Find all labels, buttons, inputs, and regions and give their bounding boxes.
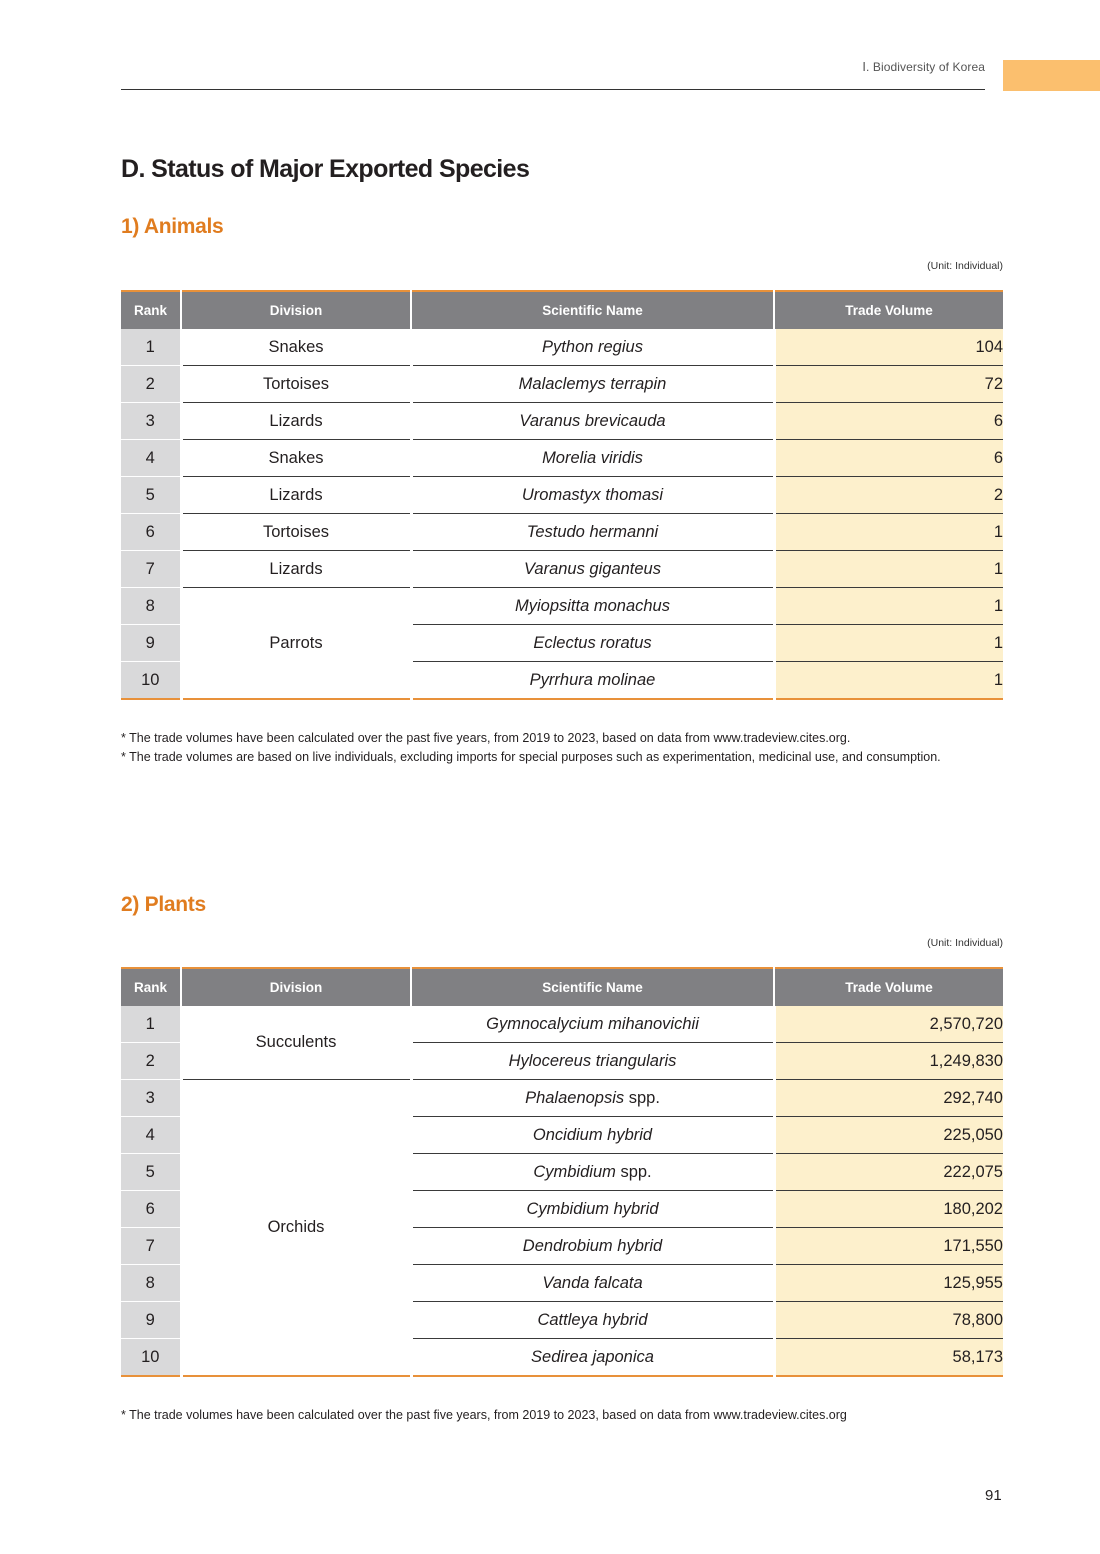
trade-volume-cell: 78,800 [774, 1302, 1003, 1339]
table-row [121, 403, 1003, 440]
footnote: * The trade volumes have been calculated over the past five years, from 2019 to 2023, based on data from www.tradeview.cites.org [121, 1408, 847, 1422]
trade-volume-cell: 222,075 [774, 1154, 1003, 1191]
trade-volume-cell: 180,202 [774, 1191, 1003, 1228]
trade-volume-cell: 225,050 [774, 1117, 1003, 1154]
rank-cell: 8 [121, 588, 181, 625]
rank-cell: 6 [121, 1191, 181, 1228]
scientific-name-cell [411, 1228, 774, 1265]
scientific-name-cell [411, 1117, 774, 1154]
table-row [121, 514, 1003, 551]
rank-cell: 10 [121, 662, 181, 700]
trade-volume-cell: 292,740 [774, 1080, 1003, 1117]
division-cell: Snakes [181, 329, 411, 366]
scientific-name-cell: Pyrrhura molinae [411, 662, 774, 700]
trade-volume-cell: 1,249,830 [774, 1043, 1003, 1080]
col-header-rank: Rank [121, 968, 181, 1006]
scientific-name: Cymbidium [533, 1162, 616, 1181]
species-suffix: spp. [615, 1162, 652, 1181]
rank-cell: 1 [121, 1006, 181, 1043]
scientific-name: Hylocereus triangularis [508, 1051, 677, 1070]
rank-cell: 8 [121, 1265, 181, 1302]
rank-cell: 1 [121, 329, 181, 366]
table-header-row [121, 291, 1003, 329]
scientific-name-cell [411, 1080, 774, 1117]
trade-volume-cell: 1 [774, 514, 1003, 551]
table-row [121, 329, 1003, 366]
scientific-name-cell: Varanus giganteus [411, 551, 774, 588]
division-cell: Lizards [181, 551, 411, 588]
table-row [121, 440, 1003, 477]
col-header-rank: Rank [121, 291, 181, 329]
trade-volume-cell: 1 [774, 588, 1003, 625]
rank-cell: 9 [121, 625, 181, 662]
species-suffix: spp. [624, 1088, 660, 1107]
rank-cell: 3 [121, 403, 181, 440]
scientific-name: Phalaenopsis [525, 1088, 625, 1107]
division-cell: Lizards [181, 403, 411, 440]
trade-volume-cell: 171,550 [774, 1228, 1003, 1265]
scientific-name-cell: Morelia viridis [411, 440, 774, 477]
col-header-trade-volume: Trade Volume [774, 291, 1003, 329]
trade-volume-cell: 6 [774, 403, 1003, 440]
rank-cell: 10 [121, 1339, 181, 1377]
scientific-name: Vanda falcata [542, 1273, 643, 1292]
table-row [121, 588, 1003, 625]
trade-volume-cell: 58,173 [774, 1339, 1003, 1377]
trade-volume-cell: 1 [774, 662, 1003, 700]
division-cell: Tortoises [181, 514, 411, 551]
col-header-scientific-name: Scientific Name [411, 968, 774, 1006]
scientific-name: Oncidium hybrid [532, 1125, 653, 1144]
trade-volume-cell: 72 [774, 366, 1003, 403]
plants-title: 2) Plants [121, 893, 206, 916]
rank-cell: 4 [121, 440, 181, 477]
division-cell: Parrots [181, 588, 411, 700]
division-cell: Snakes [181, 440, 411, 477]
scientific-name-cell [411, 1339, 774, 1377]
animals-footnotes [121, 729, 941, 767]
scientific-name-cell: Eclectus roratus [411, 625, 774, 662]
trade-volume-cell: 1 [774, 625, 1003, 662]
scientific-name-cell [411, 1006, 774, 1043]
rank-cell: 2 [121, 366, 181, 403]
scientific-name-cell [411, 1265, 774, 1302]
trade-volume-cell: 104 [774, 329, 1003, 366]
animals-title: 1) Animals [121, 215, 224, 238]
rank-cell: 3 [121, 1080, 181, 1117]
scientific-name-cell: Myiopsitta monachus [411, 588, 774, 625]
rank-cell: 5 [121, 477, 181, 514]
division-cell: Tortoises [181, 366, 411, 403]
rank-cell: 5 [121, 1154, 181, 1191]
scientific-name: Cymbidium hybrid [526, 1199, 659, 1218]
rank-cell: 9 [121, 1302, 181, 1339]
table-row [121, 551, 1003, 588]
rank-cell: 6 [121, 514, 181, 551]
table-row [121, 1080, 1003, 1117]
scientific-name: Dendrobium hybrid [522, 1236, 663, 1255]
animals-table [121, 290, 1003, 700]
rank-cell: 7 [121, 551, 181, 588]
scientific-name: Cattleya hybrid [537, 1310, 648, 1329]
scientific-name: Sedirea japonica [531, 1347, 654, 1366]
scientific-name-cell [411, 1191, 774, 1228]
rank-cell: 7 [121, 1228, 181, 1265]
header-rule [121, 89, 985, 90]
table-row [121, 477, 1003, 514]
plants-unit: (Unit: Individual) [927, 937, 1003, 949]
division-cell: Lizards [181, 477, 411, 514]
trade-volume-cell: 2,570,720 [774, 1006, 1003, 1043]
col-header-division: Division [181, 968, 411, 1006]
scientific-name-cell [411, 1043, 774, 1080]
trade-volume-cell: 125,955 [774, 1265, 1003, 1302]
plants-table [121, 967, 1003, 1377]
running-head: Ⅰ. Biodiversity of Korea [862, 60, 985, 74]
scientific-name-cell: Uromastyx thomasi [411, 477, 774, 514]
scientific-name-cell: Testudo hermanni [411, 514, 774, 551]
rank-cell: 2 [121, 1043, 181, 1080]
col-header-division: Division [181, 291, 411, 329]
table-row [121, 1006, 1003, 1043]
division-cell: Orchids [181, 1080, 411, 1377]
scientific-name-cell [411, 1302, 774, 1339]
page-number: 91 [985, 1487, 1002, 1504]
footnote: * The trade volumes have been calculated over the past five years, from 2019 to 2023, based on data from www.tradeview.cites.org. [121, 731, 851, 745]
col-header-trade-volume: Trade Volume [774, 968, 1003, 1006]
table-header-row [121, 968, 1003, 1006]
scientific-name: Gymnocalycium mihanovichii [486, 1014, 699, 1033]
division-cell: Succulents [181, 1006, 411, 1080]
plants-footnotes [121, 1406, 847, 1425]
scientific-name-cell: Python regius [411, 329, 774, 366]
animals-unit: (Unit: Individual) [927, 260, 1003, 272]
table-row [121, 366, 1003, 403]
trade-volume-cell: 2 [774, 477, 1003, 514]
scientific-name-cell: Varanus brevicauda [411, 403, 774, 440]
scientific-name-cell [411, 1154, 774, 1191]
scientific-name-cell: Malaclemys terrapin [411, 366, 774, 403]
trade-volume-cell: 1 [774, 551, 1003, 588]
chapter-tab-marker [1003, 60, 1100, 91]
section-title: D. Status of Major Exported Species [121, 155, 530, 183]
trade-volume-cell: 6 [774, 440, 1003, 477]
rank-cell: 4 [121, 1117, 181, 1154]
footnote: * The trade volumes are based on live individuals, excluding imports for special purposes such as experimentation, medicinal use, and consumption. [121, 750, 941, 764]
col-header-scientific-name: Scientific Name [411, 291, 774, 329]
